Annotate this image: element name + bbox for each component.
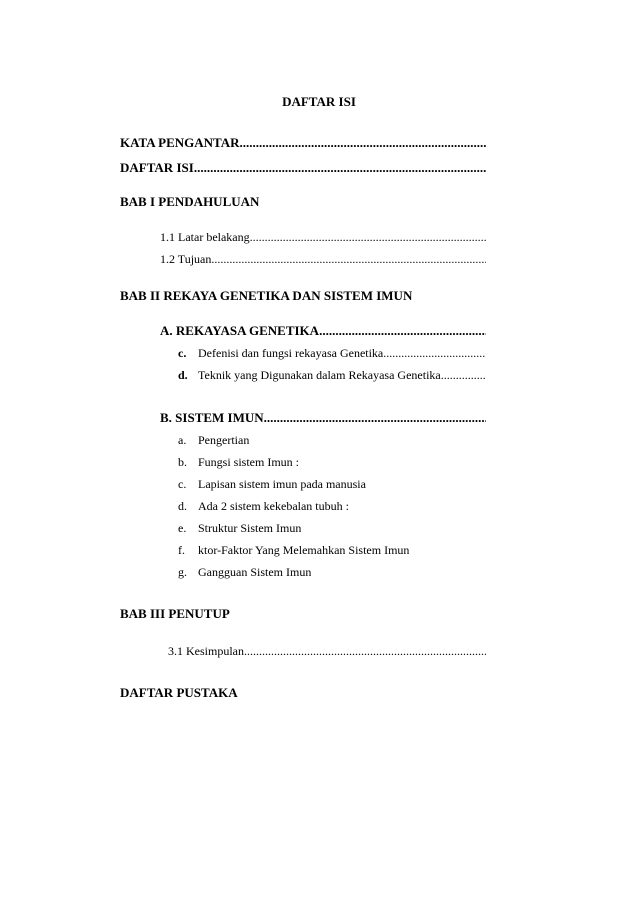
toc-entry-text [178, 367, 441, 383]
toc-entry-label: Teknik yang Digunakan dalam Rekayasa Genetika [198, 368, 441, 382]
toc-entry-fungsi [178, 454, 299, 470]
toc-entry-latar-belakang [160, 229, 486, 245]
toc-entry-faktor [178, 542, 409, 558]
toc-section-b [160, 410, 486, 426]
toc-entry-label: B. SISTEM IMUN [160, 410, 264, 425]
toc-entry-daftar-isi [120, 160, 486, 176]
list-marker: a. [178, 433, 187, 447]
list-marker: d. [178, 368, 188, 382]
toc-entry-kesimpulan [168, 643, 486, 659]
toc-entry-label: Fungsi sistem Imun : [198, 455, 300, 469]
toc-entry-label: Pengertian [198, 433, 250, 447]
toc-entry-lapisan [178, 476, 366, 492]
chapter-heading-bab1: BAB I PENDAHULUAN [120, 194, 260, 209]
toc-entry-defenisi [178, 345, 486, 361]
toc-entry-struktur [178, 520, 301, 536]
dot-leader [319, 323, 486, 339]
toc-entry-text [178, 345, 383, 361]
list-marker: b. [178, 455, 187, 469]
dot-leader [244, 643, 486, 659]
dot-leader [240, 135, 486, 151]
toc-entry-label: DAFTAR ISI [120, 160, 194, 175]
toc-section-a [160, 323, 486, 339]
list-marker: d. [178, 499, 187, 513]
toc-entry-kata-pengantar [120, 135, 486, 151]
toc-entry-label: 1.1 Latar belakang [160, 230, 250, 244]
chapter-heading-bab2: BAB II REKAYA GENETIKA DAN SISTEM IMUN [120, 288, 413, 303]
toc-entry-label: A. REKAYASA GENETIKA [160, 323, 320, 338]
chapter-heading-pustaka: DAFTAR PUSTAKA [120, 685, 238, 700]
toc-entry-label: ktor-Faktor Yang Melemahkan Sistem Imun [198, 543, 410, 557]
toc-entry-label: Gangguan Sistem Imun [198, 565, 312, 579]
toc-entry-teknik [178, 367, 486, 383]
dot-leader [383, 345, 486, 361]
toc-entry-label: KATA PENGANTAR [120, 135, 240, 150]
toc-entry-tujuan [160, 251, 486, 267]
toc-entry-label: 1.2 Tujuan [160, 252, 212, 266]
toc-entry-label: Lapisan sistem imun pada manusia [198, 477, 366, 491]
dot-leader [264, 410, 486, 426]
dot-leader [441, 367, 486, 383]
list-marker: g. [178, 565, 187, 579]
list-marker: c. [178, 477, 187, 491]
toc-entry-pengertian [178, 432, 249, 448]
toc-entry-label: Struktur Sistem Imun [198, 521, 302, 535]
list-marker: c. [178, 346, 187, 360]
dot-leader [250, 229, 486, 245]
toc-entry-gangguan [178, 564, 311, 580]
dot-leader [194, 160, 486, 176]
list-marker: e. [178, 521, 187, 535]
toc-entry-ada-2-sistem [178, 498, 349, 514]
dot-leader [211, 251, 486, 267]
chapter-heading-bab3: BAB III PENUTUP [120, 606, 230, 621]
page-title: DAFTAR ISI [282, 94, 356, 109]
toc-entry-label: Ada 2 sistem kekebalan tubuh : [198, 499, 349, 513]
toc-entry-label: Defenisi dan fungsi rekayasa Genetika [198, 346, 384, 360]
toc-entry-label: 3.1 Kesimpulan [168, 644, 244, 658]
list-marker: f. [178, 543, 185, 557]
